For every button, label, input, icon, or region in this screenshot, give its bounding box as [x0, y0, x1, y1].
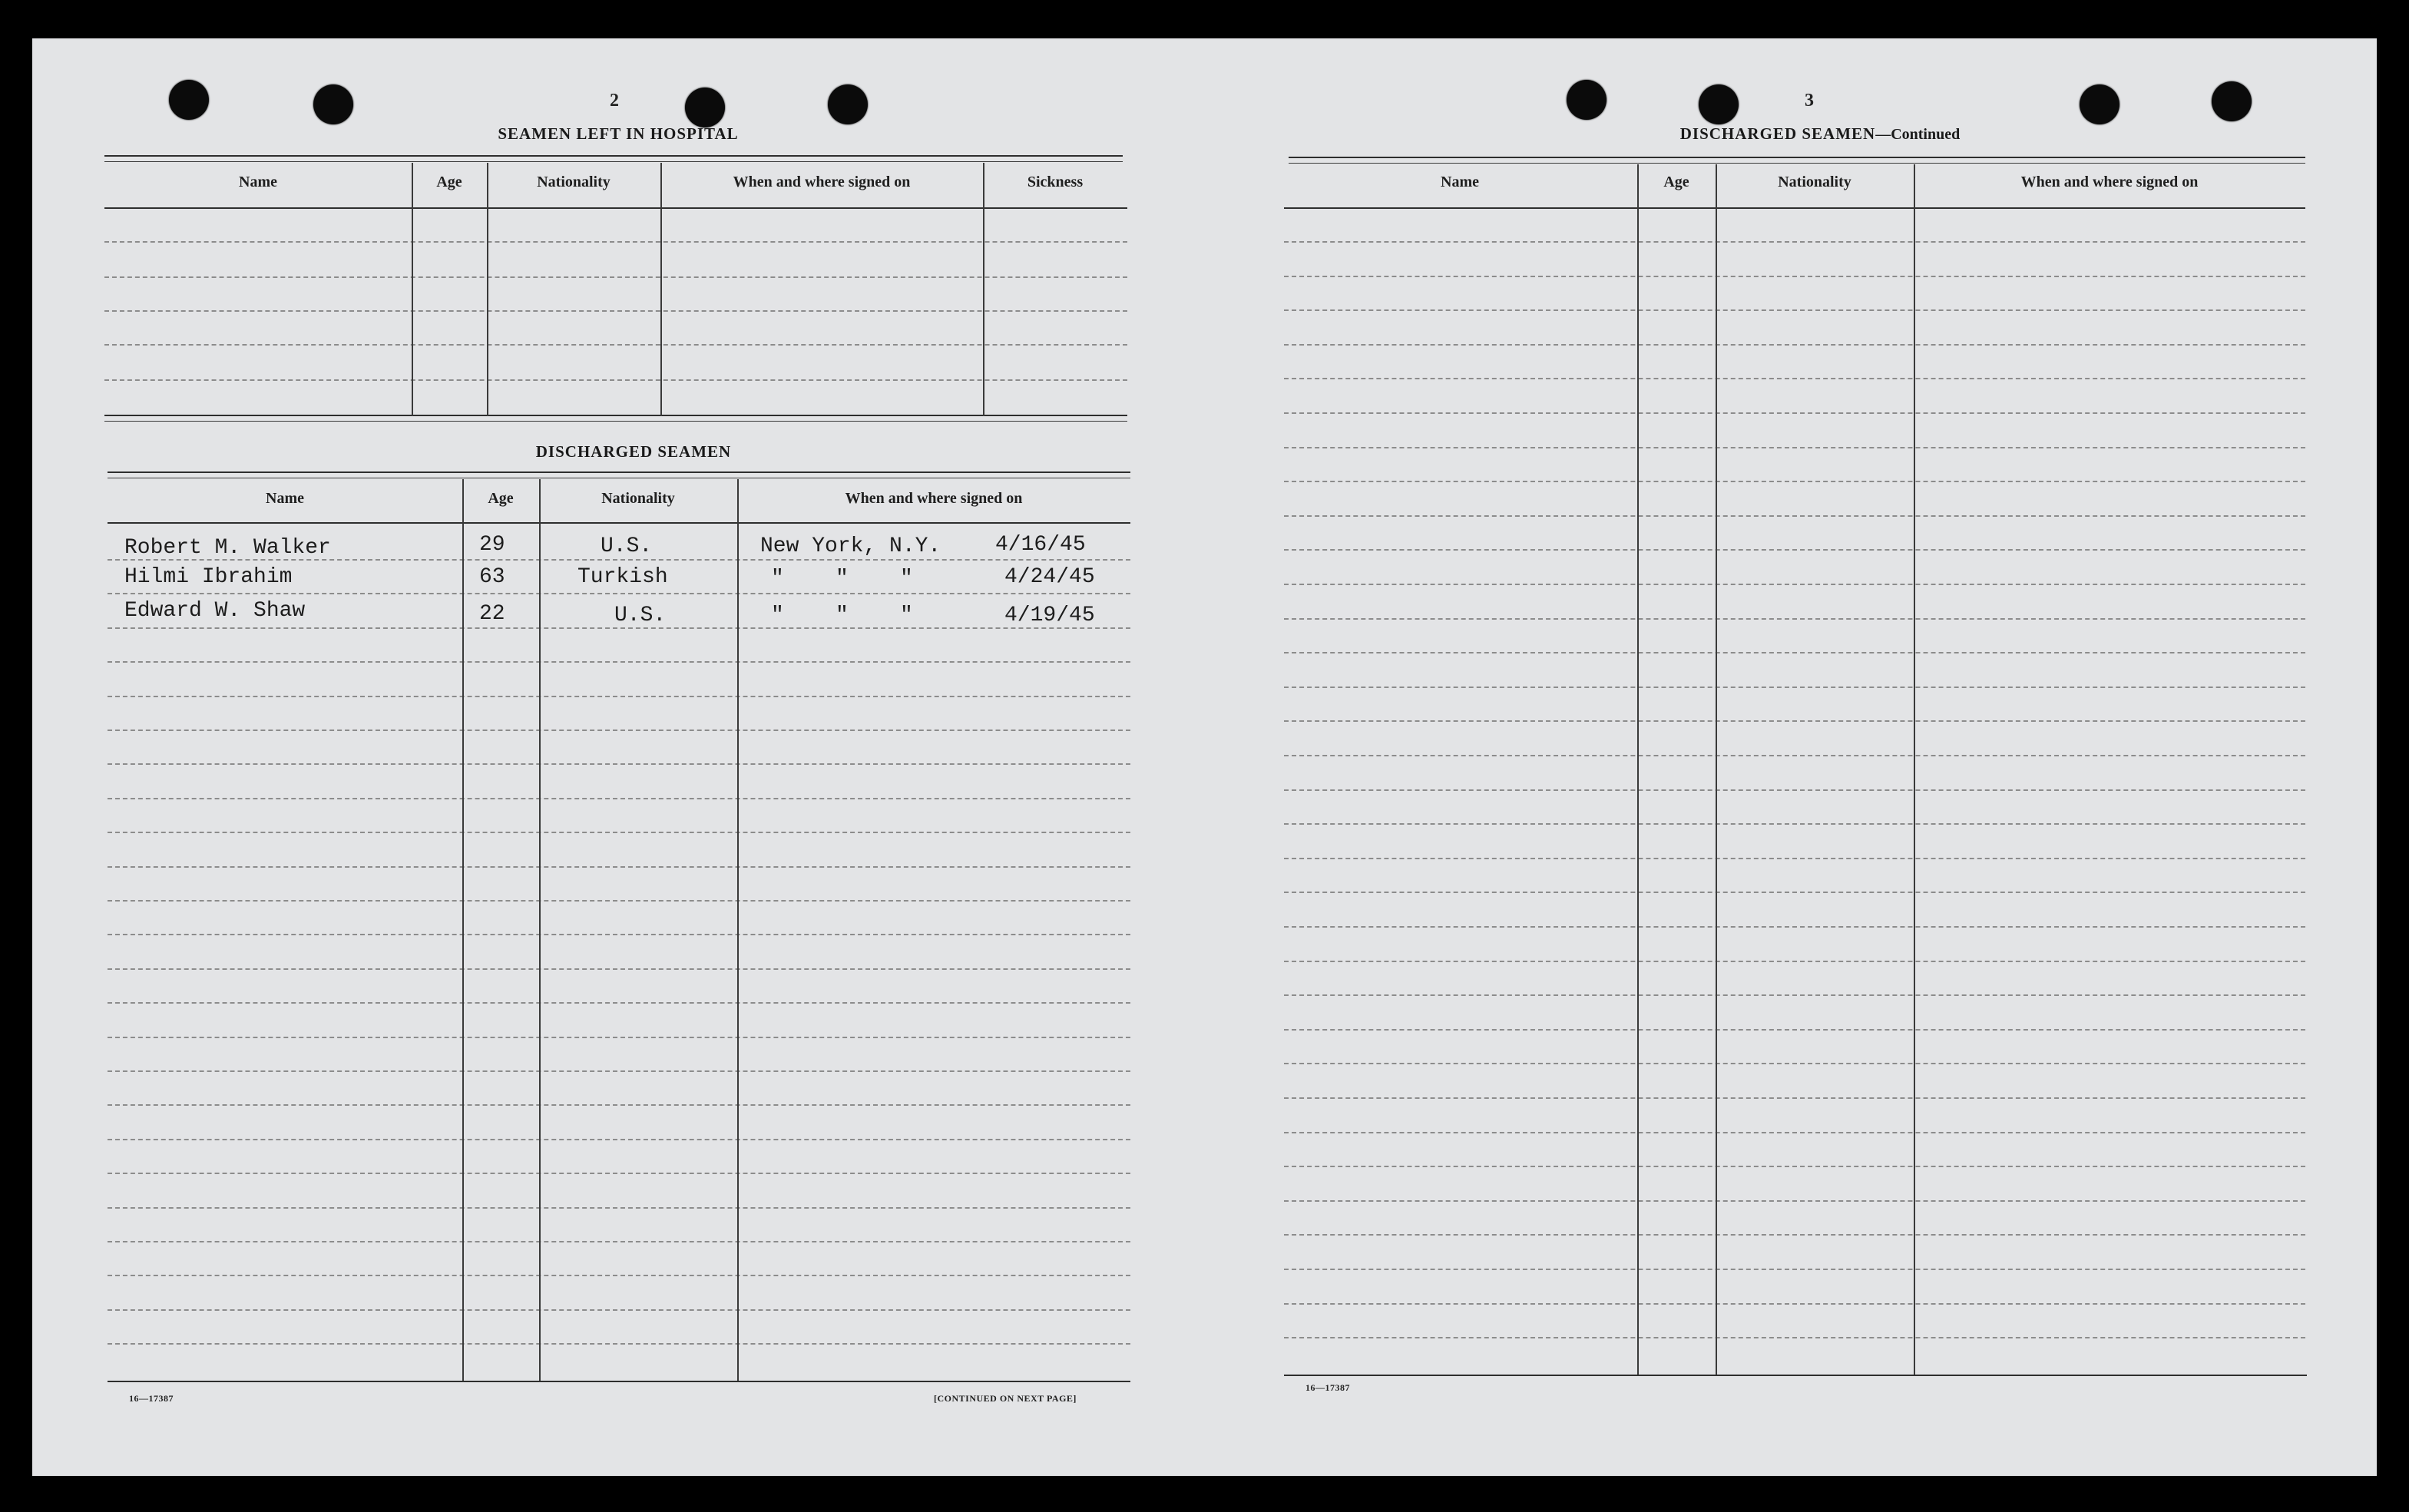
entry-line — [108, 1002, 1130, 1004]
discharged-section-title: DISCHARGED SEAMEN — [535, 442, 732, 461]
punch-hole — [2080, 84, 2119, 124]
rule — [108, 522, 1130, 524]
column-header-nationality: Nationality — [601, 490, 675, 507]
rule — [1289, 163, 2305, 164]
punch-hole — [685, 88, 725, 127]
entry-line — [1284, 1097, 2305, 1099]
column-header-signed-on: When and where signed on — [845, 490, 1023, 507]
seaman-nationality: U.S. — [601, 534, 653, 558]
entry-line — [1284, 309, 2305, 311]
entry-line — [108, 661, 1130, 663]
entry-line — [108, 696, 1130, 697]
column-header-nationality: Nationality — [537, 174, 611, 190]
punch-hole — [2212, 81, 2252, 121]
rule — [108, 471, 1130, 473]
entry-line — [1284, 926, 2305, 928]
entry-line — [1284, 378, 2305, 379]
signed-on-date: 4/16/45 — [995, 533, 1086, 557]
rule — [1284, 207, 2305, 209]
entry-line — [1284, 412, 2305, 414]
entry-line — [104, 241, 1127, 243]
entry-line — [108, 593, 1130, 594]
entry-line — [108, 1104, 1130, 1106]
entry-line — [1284, 823, 2305, 825]
column-divider — [660, 163, 662, 416]
column-divider — [487, 163, 488, 416]
entry-line — [108, 1070, 1130, 1072]
entry-line — [108, 900, 1130, 902]
entry-line — [1284, 892, 2305, 893]
entry-line — [1284, 584, 2305, 585]
rule — [104, 421, 1127, 422]
column-header-nationality: Nationality — [1778, 174, 1851, 190]
column-header-name: Name — [239, 174, 277, 190]
column-header-signed-on: When and where signed on — [2020, 174, 2199, 190]
section-title-suffix: —Continued — [1875, 126, 1961, 143]
column-header-age: Age — [488, 490, 514, 507]
column-divider — [1637, 164, 1639, 1375]
signed-on-place: New York, N.Y. — [760, 534, 941, 558]
entry-line — [108, 1207, 1130, 1209]
entry-line — [1284, 1166, 2305, 1167]
rule — [104, 155, 1123, 157]
punch-hole — [313, 84, 353, 124]
entry-line — [108, 1343, 1130, 1345]
seaman-name: Edward W. Shaw — [124, 599, 306, 623]
entry-line — [1284, 1200, 2305, 1202]
rule — [108, 1381, 1130, 1382]
entry-line — [1284, 858, 2305, 859]
rule — [104, 415, 1127, 416]
rule — [104, 161, 1123, 162]
entry-line — [108, 763, 1130, 765]
rule — [104, 207, 1127, 209]
column-divider — [737, 479, 739, 1381]
rule — [1289, 157, 2305, 158]
column-divider — [983, 163, 984, 416]
seaman-name: Hilmi Ibrahim — [124, 565, 293, 589]
entry-line — [1284, 276, 2305, 277]
entry-line — [1284, 1337, 2305, 1338]
seaman-nationality: U.S. — [614, 604, 667, 627]
column-divider — [539, 479, 541, 1381]
entry-line — [1284, 1234, 2305, 1236]
entry-line — [1284, 789, 2305, 791]
punch-hole — [828, 84, 868, 124]
entry-line — [108, 730, 1130, 731]
seaman-name: Robert M. Walker — [124, 536, 331, 560]
signed-on-place: " " " — [771, 567, 913, 591]
entry-line — [1284, 1303, 2305, 1305]
seaman-age: 63 — [479, 565, 505, 589]
section-title-main: DISCHARGED SEAMEN — [1679, 124, 1876, 143]
entry-line — [1284, 618, 2305, 620]
continued-note: [CONTINUED ON NEXT PAGE] — [934, 1393, 1077, 1404]
form-number: 16—17387 — [129, 1393, 174, 1404]
signed-on-date: 4/24/45 — [1004, 565, 1095, 589]
entry-line — [1284, 652, 2305, 653]
entry-line — [108, 1275, 1130, 1276]
entry-line — [108, 627, 1130, 629]
entry-line — [1284, 1132, 2305, 1133]
entry-line — [108, 866, 1130, 868]
signed-on-place: " " " — [771, 604, 913, 627]
entry-line — [108, 1139, 1130, 1140]
signed-on-date: 4/19/45 — [1004, 604, 1095, 627]
column-header-age: Age — [1663, 174, 1689, 190]
entry-line — [108, 798, 1130, 799]
entry-line — [1284, 961, 2305, 962]
punch-hole — [169, 80, 209, 120]
punch-hole — [1699, 84, 1739, 124]
entry-line — [108, 832, 1130, 833]
entry-line — [104, 379, 1127, 381]
entry-line — [1284, 344, 2305, 346]
entry-line — [108, 1241, 1130, 1242]
column-divider — [1716, 164, 1717, 1375]
column-header-age: Age — [436, 174, 462, 190]
page-number: 2 — [610, 91, 619, 111]
column-divider — [1914, 164, 1915, 1375]
entry-line — [1284, 515, 2305, 517]
form-number: 16—17387 — [1305, 1382, 1350, 1393]
entry-line — [1284, 687, 2305, 688]
seaman-nationality: Turkish — [577, 565, 668, 589]
document-sheet — [32, 38, 2377, 1476]
column-divider — [412, 163, 413, 416]
entry-line — [104, 344, 1127, 346]
column-header-name: Name — [266, 490, 304, 507]
entry-line — [104, 276, 1127, 278]
entry-line — [1284, 720, 2305, 722]
entry-line — [108, 1173, 1130, 1174]
entry-line — [1284, 994, 2305, 996]
column-header-signed-on: When and where signed on — [733, 174, 911, 190]
seaman-age: 22 — [479, 602, 505, 626]
column-header-sickness: Sickness — [1027, 174, 1084, 190]
seaman-age: 29 — [479, 533, 505, 557]
page-number: 3 — [1805, 91, 1814, 111]
entry-line — [108, 1309, 1130, 1311]
entry-line — [1284, 1063, 2305, 1064]
entry-line — [1284, 549, 2305, 551]
column-divider — [462, 479, 464, 1381]
column-header-name: Name — [1441, 174, 1479, 190]
entry-line — [108, 968, 1130, 970]
hospital-section-title: SEAMEN LEFT IN HOSPITAL — [498, 124, 739, 143]
entry-line — [1284, 755, 2305, 756]
entry-line — [108, 1037, 1130, 1038]
section-title — [1582, 124, 2058, 144]
entry-line — [104, 310, 1127, 312]
rule — [1284, 1375, 2307, 1376]
entry-line — [1284, 481, 2305, 482]
punch-hole — [1567, 80, 1607, 120]
entry-line — [1284, 447, 2305, 448]
entry-line — [1284, 1029, 2305, 1031]
entry-line — [108, 934, 1130, 935]
entry-line — [1284, 1269, 2305, 1270]
entry-line — [1284, 241, 2305, 243]
